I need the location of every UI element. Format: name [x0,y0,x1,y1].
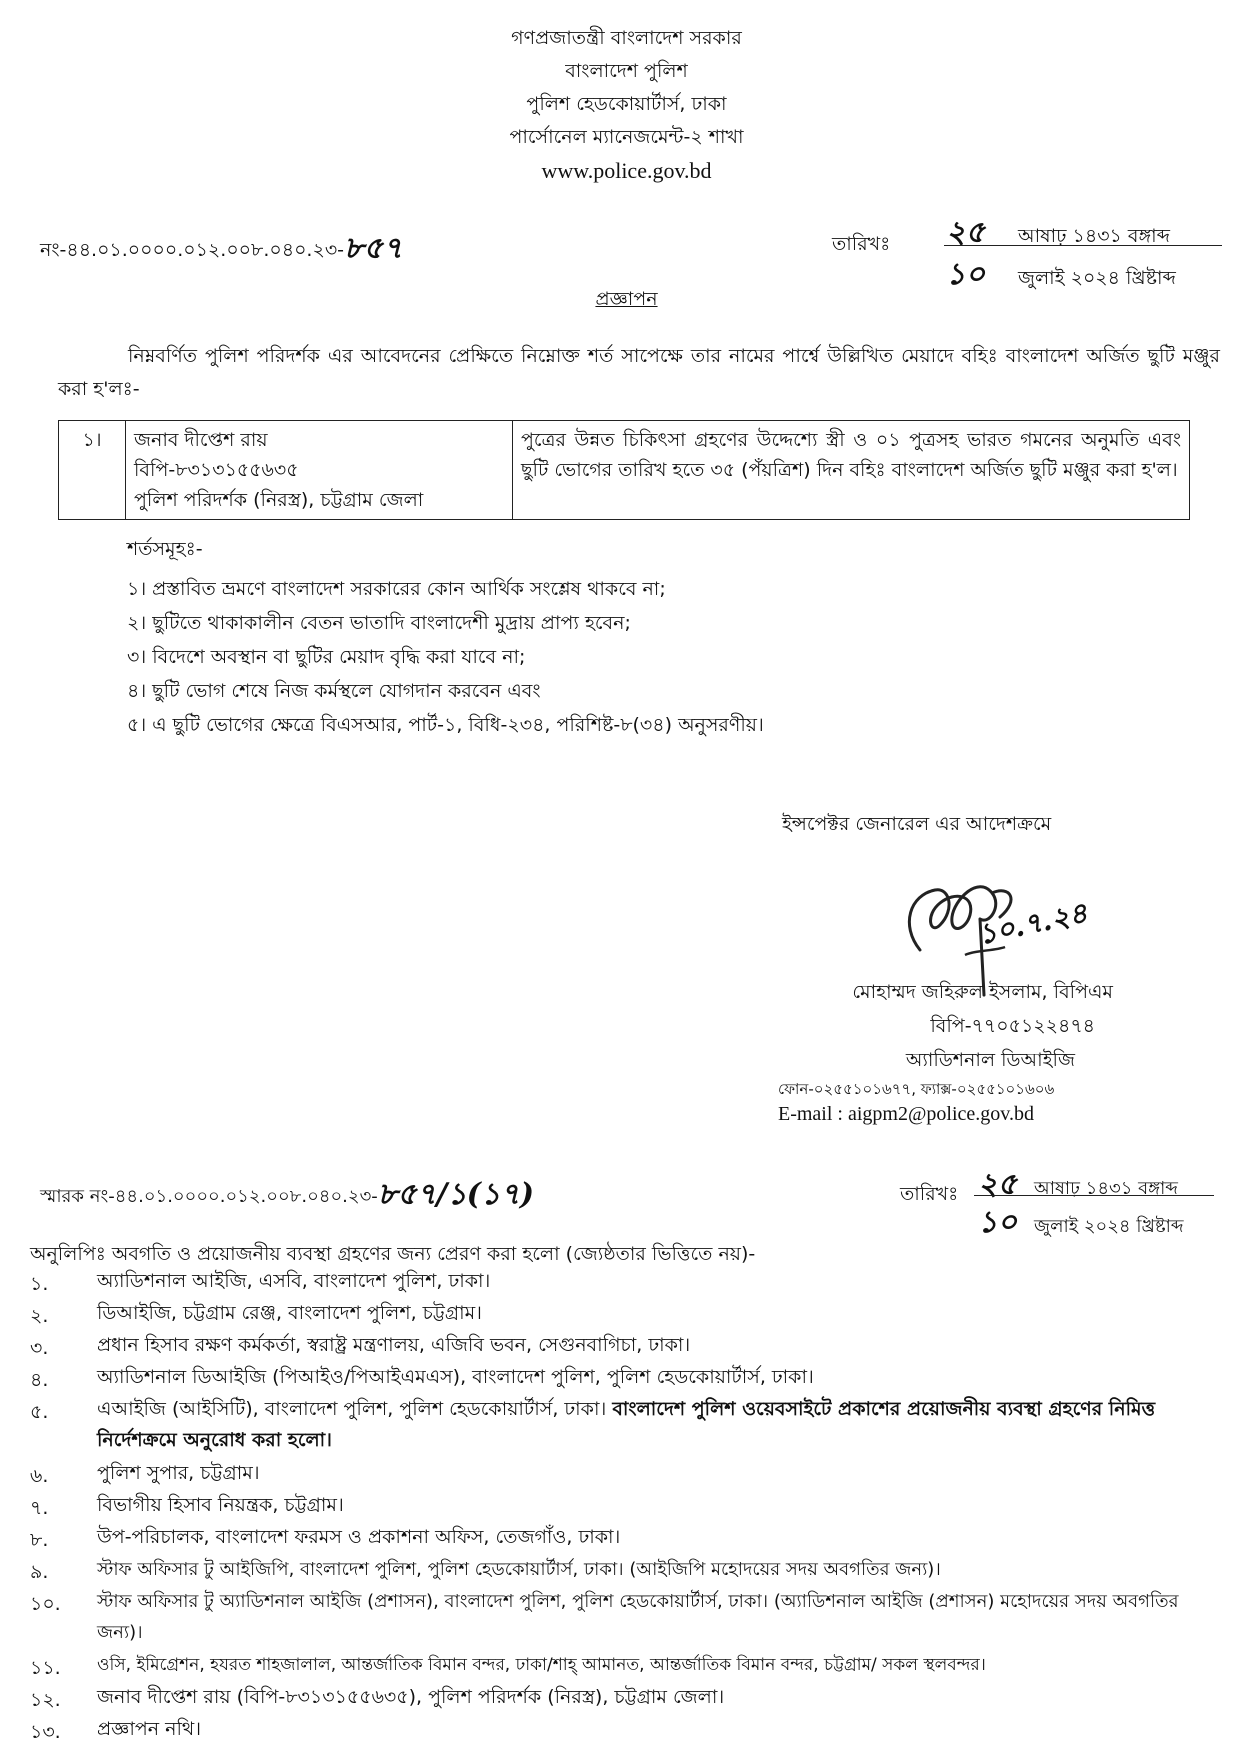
copy-number: ৫. [30,1401,49,1423]
copy-recipient: অ্যাডিশনাল আইজি, এসবি, বাংলাদেশ পুলিশ, ঢাকা। [97,1270,491,1292]
letterhead-website: www.police.gov.bd [541,158,712,183]
signature-order-line: ইন্সপেক্টর জেনারেল এর আদেশক্রমে [782,813,1052,835]
conditions-heading: শর্তসমূহঃ- [127,538,203,560]
memo2-number-label: স্মারক নং-৪৪.০১.০০০০.০১২.০০৮.০৪০.২৩- [40,1186,378,1207]
memo2-date-label: তারিখঃ [900,1183,959,1205]
copies-intro: অনুলিপিঃ অবগতি ও প্রয়োজনীয় ব্যবস্থা গ্রহণের জন্য প্রেরণ করা হলো (জ্যেষ্ঠতার ভিত্তিতে নয়)- [30,1243,756,1265]
copy-recipient: প্রধান হিসাব রক্ষণ কর্মকর্তা, স্বরাষ্ট্র মন্ত্রণালয়, এজিবি ভবন, সেগুনবাগিচা, ঢাকা। [97,1334,691,1356]
memo2-number [40,1168,534,1219]
letterhead-line-government: গণপ্রজাতন্ত্রী বাংলাদেশ সরকার [511,27,742,49]
copy-recipient: পুলিশ সুপার, চট্টগ্রাম। [97,1462,260,1484]
notice-title-wrap [0,285,1253,317]
copy-recipient: স্টাফ অফিসার টু আইজিপি, বাংলাদেশ পুলিশ, পুলিশ হেডকোয়ার্টার্স, ঢাকা। (আইজিপি মহোদয়ের সদয় অবগতির জন্য)। [97,1559,941,1580]
date-divider [974,1195,1214,1196]
copy-recipient-5 [97,1394,1197,1456]
copy-recipient: অ্যাডিশনাল ডিআইজি (পিআইও/পিআইএমএস), বাংলাদেশ পুলিশ, পুলিশ হেডকোয়ার্টার্স, ঢাকা। [97,1366,814,1388]
leave-officer-designation: পুলিশ পরিদর্শক (নিরস্ত্র), চট্টগ্রাম জেলা [134,489,424,511]
copy-recipient: বিভাগীয় হিসাব নিয়ন্ত্রক, চট্টগ্রাম। [97,1494,344,1516]
notice-title: প্রজ্ঞাপন [595,288,658,310]
memo-date-bangla-day: ২৫ [946,215,985,250]
signatory-designation: অ্যাডিশনাল ডিআইজি [905,1049,1075,1071]
memo2-date-english-rest: জুলাই ২০২৪ খ্রিষ্টাব্দ [1034,1216,1184,1237]
list-item: ২। ছুটিতে থাকাকালীন বেতন ভাতাদি বাংলাদেশী মুদ্রায় প্রাপ্য হবেন; [127,612,631,634]
copy-number: ৮. [30,1529,49,1551]
memo-number-handwritten: ৮৫৭ [344,231,403,266]
memo-number [40,222,403,273]
notice-intro: নিম্নবর্ণিত পুলিশ পরিদর্শক এর আবেদনের প্রেক্ষিতে নিম্নোক্ত শর্ত সাপেক্ষে তার নামের পার্শ্বে উল্লিখিত মেয়াদে বহিঃ বাংলাদেশ অর্জিত ছুটি মঞ্জুর করা হ'লঃ- [58,345,1220,400]
letterhead-line-police: বাংলাদেশ পুলিশ [565,60,688,82]
copy-number: ৬. [30,1465,49,1487]
copy-number: ৩. [30,1337,49,1359]
copy-recipient: প্রজ্ঞাপন নথি। [97,1718,202,1740]
memo2-date-bangla-rest: আষাঢ় ১৪৩১ বঙ্গাব্দ [1034,1178,1178,1199]
list-item: ৪। ছুটি ভোগ শেষে নিজ কর্মস্থলে যোগদান করবেন এবং [127,680,541,702]
memo-date-english-day: ১০ [946,257,985,292]
letterhead-line-hq: পুলিশ হেডকোয়ার্টার্স, ঢাকা [526,93,727,115]
leave-officer-cell [126,421,513,520]
leave-officer-bp: বিপি-৮৩১৩১৫৫৬৩৫ [134,459,299,481]
memo-number-label: নং-৪৪.০১.০০০০.০১২.০০৮.০৪০.২৩- [40,239,345,261]
list-item: ৩। বিদেশে অবস্থান বা ছুটির মেয়াদ বৃদ্ধি করা যাবে না; [127,646,526,668]
signatory-details [852,975,1113,1077]
copy-recipient-instruction: বাংলাদেশ পুলিশ ওয়েবসাইটে প্রকাশের প্রয়োজনীয় ব্যবস্থা গ্রহণের নিমিত্ত নির্দেশক্রমে অনুরোধ করা হলো। [97,1398,1156,1451]
signatory-phone-fax: ফোন-০২৫৫১০১৬৭৭, ফ্যাক্স-০২৫৫১০১৬০৬ [778,1080,1055,1098]
letterhead-line-section: পার্সোনেল ম্যানেজমেন্ট-২ শাখা [509,126,744,148]
letterhead [0,22,1253,187]
signatory-email: E-mail : aigpm2@police.gov.bd [778,1103,1034,1125]
copy-recipient-text: এআইজি (আইসিটি), বাংলাদেশ পুলিশ, পুলিশ হেডকোয়ার্টার্স, ঢাকা। [97,1398,607,1420]
copy-number: ৯. [30,1561,49,1583]
memo2-date-english-day: ১০ [978,1205,1017,1240]
memo2-date-english [978,1198,1184,1249]
list-item: ১। প্রস্তাবিত ভ্রমণে বাংলাদেশ সরকারের কোন আর্থিক সংশ্লেষ থাকবে না; [127,578,666,600]
memo2-date-bangla-day: ২৫ [978,1167,1017,1202]
copy-number: ১. [30,1273,49,1295]
leave-officer-name: জনাব দীপ্তেশ রায় [134,429,268,451]
copy-recipient: জনাব দীপ্তেশ রায় (বিপি-৮৩১৩১৫৫৬৩৫), পুলিশ পরিদর্শক (নিরস্ত্র), চট্টগ্রাম জেলা। [97,1686,725,1708]
signatory-bp: বিপি-৭৭০৫১২২৪৭৪ [930,1015,1095,1037]
copy-recipient: ডিআইজি, চট্টগ্রাম রেঞ্জ, বাংলাদেশ পুলিশ, চট্টগ্রাম। [97,1302,482,1324]
conditions-list [127,572,764,742]
leave-details: পুত্রের উন্নত চিকিৎসা গ্রহণের উদ্দেশ্যে স্ত্রী ও ০১ পুত্রসহ ভারত গমনের অনুমতি এবং ছুটি ভোগের তারিখ হতে ৩৫ (পঁয়ত্রিশ) দিন বহিঃ বাংলাদেশ অর্জিত ছুটি মঞ্জুর করা হ'ল। [513,421,1190,520]
copy-number: ১৩. [30,1721,61,1743]
copy-number: ১১. [30,1657,61,1679]
list-item: ৫। এ ছুটি ভোগের ক্ষেত্রে বিএসআর, পার্ট-১, বিধি-২৩৪, পরিশিষ্ট-৮(৩৪) অনুসরণীয়। [127,714,764,736]
memo-date-english-rest: জুলাই ২০২৪ খ্রিষ্টাব্দ [1018,267,1176,289]
copy-number: ৭. [30,1497,49,1519]
leave-table [58,420,1190,520]
copy-number: ১০. [30,1593,61,1615]
memo2-number-handwritten: ৮৫৭/১(১৭) [377,1177,535,1212]
signature-handwritten-date: ১০.৭.২৪ [975,895,1091,952]
table-row [59,421,1190,520]
copy-number: ২. [30,1305,49,1327]
date-divider [944,245,1222,246]
copy-number: ৪. [30,1369,49,1391]
signatory-name: মোহাম্মদ জহিরুল ইসলাম, বিপিএম [852,981,1113,1003]
memo-date-bangla-rest: আষাঢ় ১৪৩১ বঙ্গাব্দ [1018,225,1170,247]
memo-date-label: তারিখঃ [832,233,891,255]
copy-recipient: স্টাফ অফিসার টু অ্যাডিশনাল আইজি (প্রশাসন), বাংলাদেশ পুলিশ, পুলিশ হেডকোয়ার্টার্স, ঢাকা। (অ্যাডিশনাল আইজি (প্রশাসন) মহোদয়ের সদয় অবগতির জন্য)। [97,1591,1179,1643]
copy-recipient: উপ-পরিচালক, বাংলাদেশ ফরমস ও প্রকাশনা অফিস, তেজগাঁও, ঢাকা। [97,1526,621,1548]
leave-serial: ১। [59,421,126,520]
copy-recipient: ওসি, ইমিগ্রেশন, হযরত শাহজালাল, আন্তর্জাতিক বিমান বন্দর, ঢাকা/শাহ্‌ আমানত, আন্তর্জাতিক বিমান বন্দর, চট্টগ্রাম/ সকল স্থলবন্দর। [97,1655,986,1675]
copy-number: ১২. [30,1689,61,1711]
